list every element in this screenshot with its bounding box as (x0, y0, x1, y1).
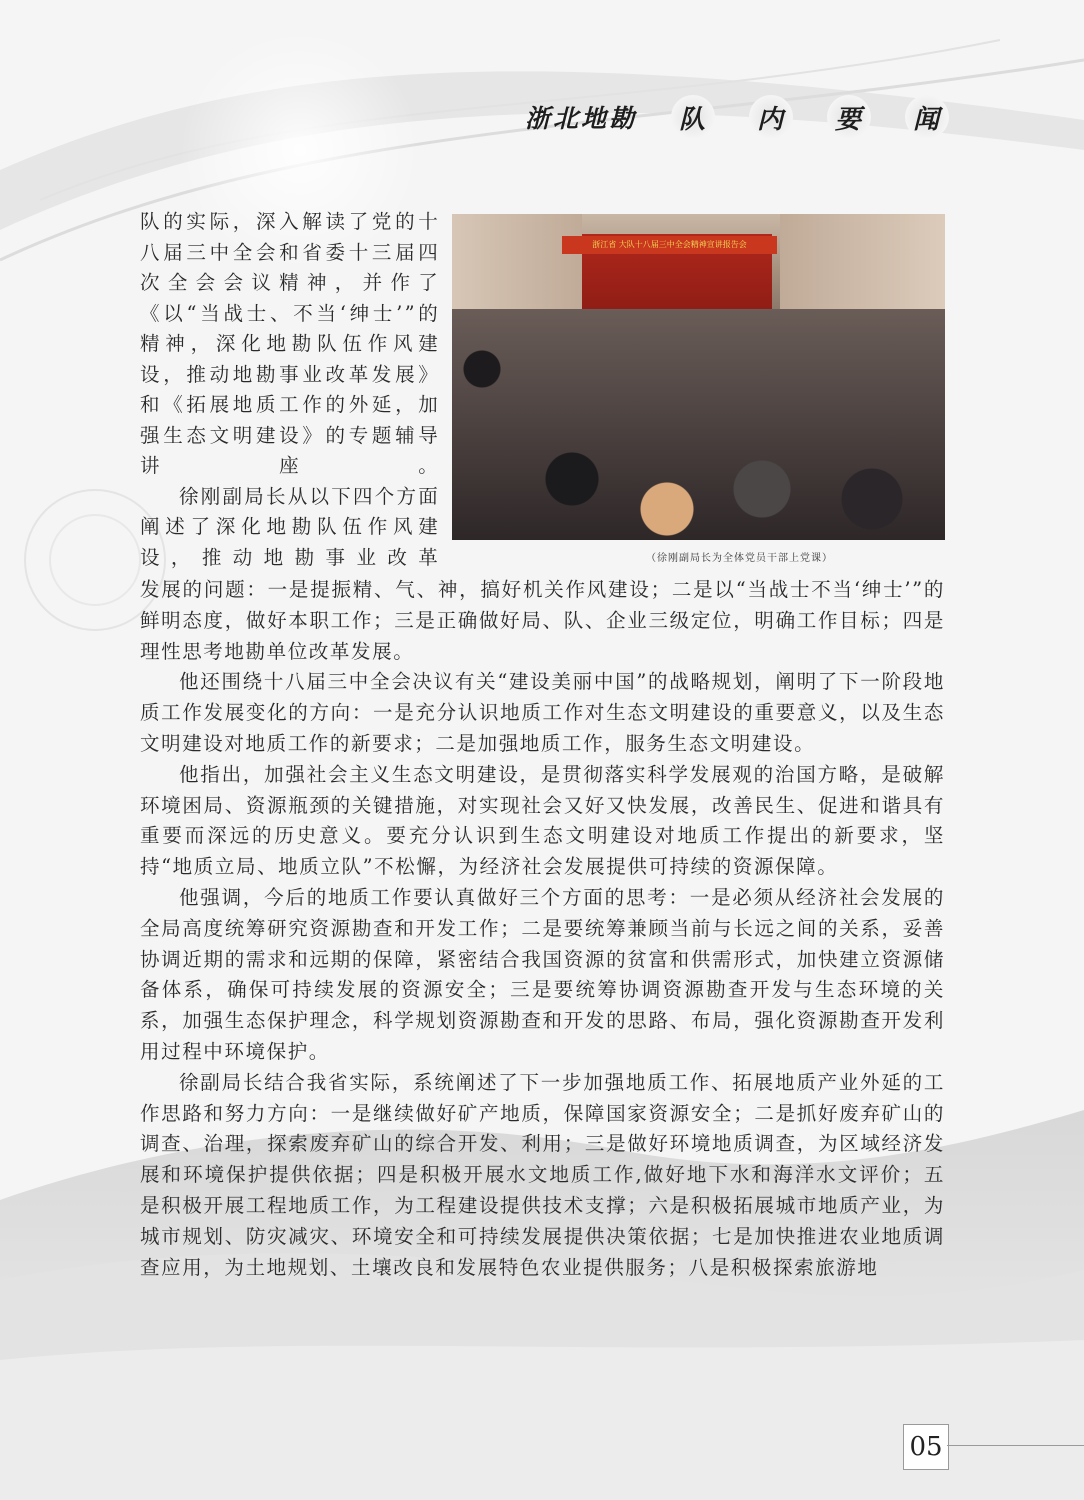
header-section-char-3: 要 (827, 95, 871, 139)
page-number: 05 (903, 1424, 949, 1470)
main-text-column (140, 575, 945, 1283)
photo-wall-right (780, 214, 945, 324)
paragraph: 他还围绕十八届三中全会决议有关“建设美丽中国”的战略规划，阐明了下一阶段地质工作发展变化的方向：一是充分认识地质工作对生态文明建设的重要意义，以及生态文明建设对地质工作的新要求；二是加强地质工作，服务生态文明建设。 (140, 670, 945, 755)
paragraph: 发展的问题：一是提振精、气、神，搞好机关作风建设；二是以“当战士不当‘绅士’”的鲜明态度，做好本职工作；三是正确做好局、队、企业三级定位，明确工作目标；四是理性思考地勘单位改革发展。 (140, 578, 945, 663)
header-section-char-1: 队 (671, 95, 715, 139)
header-section-char-4: 闻 (905, 95, 949, 139)
header-section-char-2: 内 (749, 95, 793, 139)
photo-caption: （徐刚副局长为全体党员干部上党课） (646, 553, 833, 564)
narrow-text-column (140, 207, 440, 573)
paragraph: 队的实际，深入解读了党的十八届三中全会和省委十三届四次全会会议精神，并作了《以“当战士、不当‘绅士’”的精神，深化地勘队伍作风建设，推动地勘事业改革发展》和《拓展地质工作的外延，加强生态文明建设》的专题辅导讲座。 (140, 210, 440, 477)
header-brand: 浙北地勘 (524, 104, 637, 133)
photo-banner: 浙江省 大队十八届三中全会精神宣讲报告会 (562, 236, 777, 254)
paragraph: 徐刚副局长从以下四个方面阐述了深化地勘队伍作风建设，推动地勘事业改革 (140, 484, 440, 569)
paragraph: 他指出，加强社会主义生态文明建设，是贯彻落实科学发展观的治国方略，是破解环境困局、资源瓶颈的关键措施，对实现社会又好又快发展，改善民生、促进和谐具有重要而深远的历史意义。要充分认识到生态文明建设对地质工作提出的新要求，坚持“地质立局、地质立队”不松懈，为经济社会发展提供可持续的资源保障。 (140, 762, 945, 879)
photo-audience (452, 309, 945, 540)
page-header (525, 92, 949, 142)
meeting-photo (452, 214, 945, 540)
page-number-rule (947, 1445, 1084, 1446)
paragraph: 他强调，今后的地质工作要认真做好三个方面的思考：一是必须从经济社会发展的全局高度统筹研究资源勘查和开发工作；二是要统筹兼顾当前与长远之间的关系，妥善协调近期的需求和远期的保障，紧密结合我国资源的贫富和供需形式，加快建立资源储备体系，确保可持续发展的资源安全；三是要统筹协调资源勘查开发与生态环境的关系，加强生态保护理念，科学规划资源勘查和开发的思路、布局，强化资源勘查开发利用过程中环境保护。 (140, 885, 945, 1063)
photo-figure (452, 214, 945, 564)
paragraph: 徐副局长结合我省实际，系统阐述了下一步加强地质工作、拓展地质产业外延的工作思路和努力方向：一是继续做好矿产地质，保障国家资源安全；二是抓好废弃矿山的调查、治理，探索废弃矿山的综合开发、利用；三是做好环境地质调查，为区域经济发展和环境保护提供依据；四是积极开展水文地质工作,做好地下水和海洋水文评价；五是积极开展工程地质工作，为工程建设提供技术支撑；六是积极拓展城市地质产业，为城市规划、防灾减灾、环境安全和可持续发展提供决策依据；七是加快推进农业地质调查应用，为土地规划、土壤改良和发展特色农业提供服务；八是积极探索旅游地 (140, 1070, 945, 1279)
photo-wall-left (452, 214, 582, 324)
